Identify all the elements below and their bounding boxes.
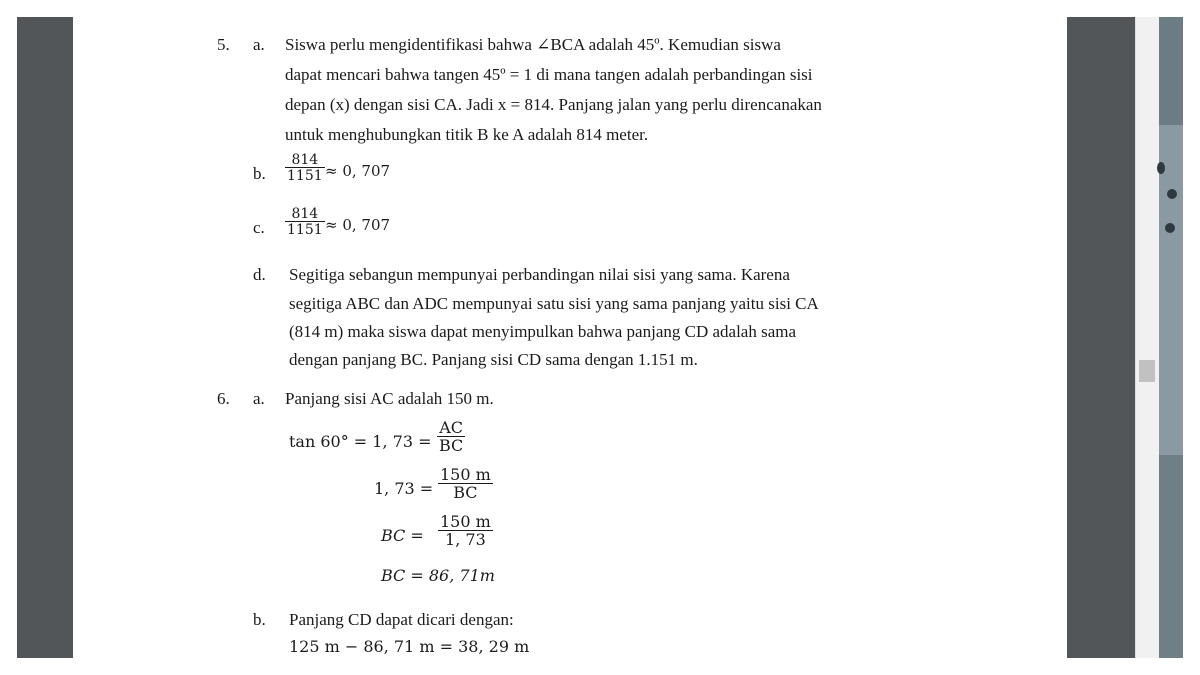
q5b-numerator: 814 (291, 152, 319, 168)
q5a-line-4: untuk menghubungkan titik B ke A adalah 814 meter. (285, 125, 649, 144)
q5d-line-1: Segitiga sebangun mempunyai perbandingan nilai sisi yang sama. Karena (289, 265, 790, 284)
q6a-eq2-fraction (438, 467, 493, 501)
q5b-label: b. (253, 164, 266, 183)
q5a-line-2: dapat mencari bahwa tangen 45º = 1 di mana tangen adalah perbandingan sisi (285, 65, 813, 84)
q6a-eq2-denominator: BC (438, 483, 493, 501)
viewer-right-margin (1067, 17, 1135, 658)
background-band-middle (1159, 125, 1183, 455)
q5d-label: d. (253, 265, 266, 284)
scrollbar-thumb[interactable] (1139, 360, 1155, 382)
q5d-line-3: (814 m) maka siswa dapat menyimpulkan bahwa panjang CD adalah sama (289, 322, 797, 341)
q5c-fraction (285, 207, 325, 237)
q5c-numerator: 814 (291, 206, 319, 222)
viewer-left-margin (17, 17, 73, 658)
q5a-label: a. (253, 35, 265, 54)
q6b-equation: 125 m − 86, 71 m = 38, 29 m (289, 637, 530, 656)
q5c-result: ≈ 0, 707 (325, 216, 391, 234)
q5b-result: ≈ 0, 707 (325, 162, 391, 180)
q6a-label: a. (253, 389, 265, 408)
q6a-eq3-numerator: 150 m (440, 512, 491, 531)
q6a-eq2-numerator: 150 m (440, 465, 491, 484)
q5c-label: c. (253, 218, 265, 237)
q5d-line-2: segitiga ABC dan ADC mempunyai satu sisi yang sama panjang yaitu sisi CA (289, 294, 819, 313)
q5a-line-1: Siswa perlu mengidentifikasi bahwa ∠BCA adalah 45º. Kemudian siswa (285, 35, 781, 54)
scrollbar-track[interactable] (1135, 17, 1160, 658)
q6a-eq1-lhs: tan 60° = 1, 73 = (289, 432, 432, 451)
q6b-label: b. (253, 610, 266, 629)
background-panel (1159, 17, 1183, 658)
q6a-eq1-numerator: AC (439, 418, 464, 437)
background-dot (1165, 223, 1175, 233)
q5b-denominator: 1151 (287, 168, 323, 184)
q6a-eq1-fraction (437, 420, 465, 454)
q6a-eq4: BC = 86, 71m (381, 566, 495, 585)
question-5-number: 5. (217, 35, 230, 54)
q6a-eq2-lhs: 1, 73 = (374, 479, 434, 498)
q5a-line-3: depan (x) dengan sisi CA. Jadi x = 814. Panjang jalan yang perlu direncanakan (285, 95, 822, 114)
q5c-denominator: 1151 (287, 222, 323, 238)
q6a-eq3-fraction (438, 514, 493, 548)
question-6-number: 6. (217, 389, 230, 408)
q6b-text: Panjang CD dapat dicari dengan: (289, 610, 514, 629)
document-page (73, 17, 1067, 658)
q5b-fraction (285, 153, 325, 183)
q6a-eq3-denominator: 1, 73 (438, 530, 493, 548)
q5d-line-4: dengan panjang BC. Panjang sisi CD sama dengan 1.151 m. (289, 350, 698, 369)
q6a-eq1-denominator: BC (439, 436, 464, 455)
background-dot (1167, 189, 1177, 199)
background-dot (1157, 162, 1165, 174)
background-band-top (1159, 17, 1183, 125)
q6a-eq3-lhs: BC = (381, 526, 424, 545)
q6a-text: Panjang sisi AC adalah 150 m. (285, 389, 494, 408)
background-band-bottom (1159, 455, 1183, 658)
